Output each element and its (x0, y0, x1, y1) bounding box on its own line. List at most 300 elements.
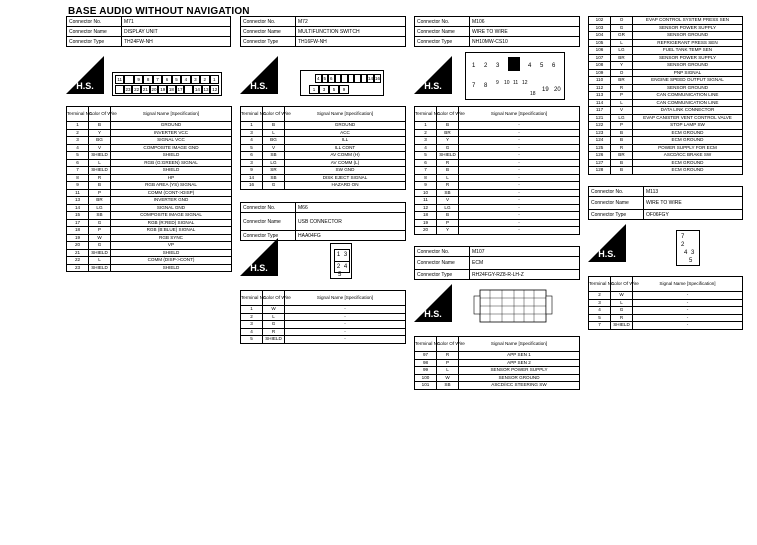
table-row (589, 54, 743, 62)
cell-terminal: 5 (241, 336, 263, 344)
cell-signal: ASCD/ICC BRAKE SW (633, 152, 743, 160)
m107-connector-face (470, 288, 552, 328)
cell-signal: DISK EJECT SIGNAL (285, 174, 406, 182)
cell-terminal: 17 (67, 219, 89, 227)
pin-label: 13 (203, 87, 209, 92)
cell-color: SR (263, 167, 285, 175)
cell-terminal: 127 (589, 159, 611, 167)
cell-color: L (611, 299, 633, 307)
table-row (67, 189, 232, 197)
col-header: Color Of Wire (437, 107, 459, 122)
pin-label: 20 (151, 87, 157, 92)
col-header: Terminal No. (589, 277, 611, 292)
cell-signal: - (459, 137, 580, 145)
cell-color: Y (437, 227, 459, 235)
page-title: BASE AUDIO WITHOUT NAVIGATION (68, 6, 250, 17)
pin-label: 22 (134, 87, 140, 92)
table-row (589, 77, 743, 85)
cell-color: R (611, 144, 633, 152)
cell-signal: COMM (DISP->CONT) (111, 257, 232, 265)
table-row (241, 137, 406, 145)
cell-terminal: 14 (67, 204, 89, 212)
table-row (415, 137, 580, 145)
cell-signal: AV COMM (L) (285, 159, 406, 167)
cell-color: LG (263, 159, 285, 167)
table-row (589, 24, 743, 32)
cell-color: LG (89, 204, 111, 212)
table-row (415, 167, 580, 175)
table-row (67, 264, 232, 272)
cell-terminal: 2 (415, 129, 437, 137)
col-header: Terminal No. (67, 107, 89, 122)
cell-color: R (437, 182, 459, 190)
table-row (589, 159, 743, 167)
cell-signal: - (633, 299, 743, 307)
m71-connector-face (112, 72, 222, 96)
pin-label: 6 (162, 75, 171, 84)
cell-color: B (611, 167, 633, 175)
cell-color: SB (263, 152, 285, 160)
label: Connector Name (241, 27, 296, 37)
table-row (241, 152, 406, 160)
m72-connector-face (300, 70, 384, 96)
cell-color: SB (89, 212, 111, 220)
label: Connector Type (241, 231, 296, 241)
cell-color: SHIELD (611, 322, 633, 330)
m66-pin-table (240, 290, 406, 344)
table-row (415, 129, 580, 137)
cell-signal: - (459, 144, 580, 152)
cell-color: L (263, 129, 285, 137)
cell-color: BR (611, 152, 633, 160)
table-row (67, 242, 232, 250)
cell-terminal: 5 (67, 152, 89, 160)
hs-icon (414, 56, 452, 94)
cell-signal: ECM GROUND (633, 129, 743, 137)
pin-label: 11 (513, 80, 519, 86)
cell-signal: AV COMM (H) (285, 152, 406, 160)
cell-signal: ENGINE SPEED OUTPUT SIGNAL (633, 77, 743, 85)
cell-signal: - (459, 204, 580, 212)
pin-label: 10 (504, 80, 510, 86)
label: Connector Name (67, 27, 122, 37)
table-row (589, 137, 743, 145)
cell-terminal: 109 (589, 69, 611, 77)
cell-terminal: 16 (241, 182, 263, 190)
pin-label: 3 (496, 63, 500, 69)
cell-terminal: 2 (589, 292, 611, 300)
table-row (589, 144, 743, 152)
cell-terminal: 2 (241, 313, 263, 321)
cell-signal: - (633, 322, 743, 330)
cell-color: G (437, 144, 459, 152)
cell-color: L (437, 174, 459, 182)
pin-label: 3 (343, 252, 348, 258)
m107-connector-name: ECM (470, 257, 580, 270)
table-row (415, 367, 580, 375)
cell-signal: COMPOSITE IMAGE SIGNAL (111, 212, 232, 220)
pin-label: 20 (554, 87, 561, 93)
table-row (67, 144, 232, 152)
cell-signal: SENSOR GROUND (633, 62, 743, 70)
cell-terminal: 114 (589, 99, 611, 107)
cell-terminal: 4 (589, 307, 611, 315)
pin-label: 8 (143, 75, 152, 84)
cell-terminal: 1 (67, 122, 89, 130)
cell-terminal: 12 (415, 204, 437, 212)
cell-terminal: 19 (67, 234, 89, 242)
pin-label: 5 (329, 85, 339, 94)
m106-connector-no: M106 (470, 17, 580, 27)
table-row (589, 17, 743, 25)
cell-color: SHIELD (89, 264, 111, 272)
m72-pin-table (240, 106, 406, 190)
cell-color: SHIELD (89, 249, 111, 257)
cell-color: V (437, 197, 459, 205)
cell-terminal: 4 (415, 144, 437, 152)
table-row (589, 299, 743, 307)
cell-signal: - (285, 306, 406, 314)
col-header: Color Of Wire (611, 277, 633, 292)
cell-color: BG (263, 137, 285, 145)
m71-connector-no: M71 (122, 17, 231, 27)
label: Connector Name (589, 197, 644, 210)
cell-terminal: 7 (415, 167, 437, 175)
cell-signal: CAN COMMUNICATION LINE (633, 99, 743, 107)
cell-terminal: 7 (67, 167, 89, 175)
svg-text:H.S.: H.S. (250, 263, 268, 273)
cell-terminal: 1 (241, 306, 263, 314)
label: Connector No. (241, 203, 296, 213)
cell-signal: SHIELD (111, 152, 232, 160)
col-header: Signal Name [Specification] (633, 277, 743, 292)
cell-terminal: 9 (241, 167, 263, 175)
cell-color: Y (89, 129, 111, 137)
cell-signal: - (459, 159, 580, 167)
m113-connector-no: M113 (644, 187, 743, 197)
cell-signal: ECM GROUND (633, 159, 743, 167)
m72-info-table (240, 16, 406, 47)
m72-connector-name: MULTIFUNCTION SWITCH (296, 27, 406, 37)
table-row (67, 212, 232, 220)
cell-terminal: 1 (415, 122, 437, 130)
col-header: Signal Name [Specification] (111, 107, 232, 122)
cell-color: L (263, 313, 285, 321)
cell-signal: STOP LAMP SW (633, 122, 743, 130)
cell-terminal: 3 (589, 299, 611, 307)
pin-label: 7 (472, 83, 476, 89)
table-row (589, 292, 743, 300)
pin-label: 16 (375, 76, 381, 81)
m106-info-table (414, 16, 580, 47)
m106-connector-name: WIRE TO WIRE (470, 27, 580, 37)
cell-color: GR (611, 32, 633, 40)
cell-color: W (263, 306, 285, 314)
table-row (415, 182, 580, 190)
cell-signal: INVERTER GND (111, 197, 232, 205)
table-row (589, 152, 743, 160)
cell-signal: - (285, 336, 406, 344)
cell-signal: APP SEN 1 (459, 352, 580, 360)
table-row (415, 352, 580, 360)
cell-color: B (437, 122, 459, 130)
pin-label: 1 (210, 75, 219, 84)
hs-icon (240, 56, 278, 94)
table-row (241, 174, 406, 182)
pin-label: 5 (323, 76, 326, 81)
m66-connector-no: M66 (296, 203, 406, 213)
key-block (508, 57, 520, 71)
cell-color: SB (437, 189, 459, 197)
cell-color: G (89, 219, 111, 227)
cell-terminal: 14 (241, 174, 263, 182)
cell-color: B (437, 212, 459, 220)
cell-terminal: 8 (67, 174, 89, 182)
m106-connector-face (465, 52, 565, 100)
table-row (241, 306, 406, 314)
cell-signal: - (459, 167, 580, 175)
cell-signal: INVERTER VCC (111, 129, 232, 137)
cell-terminal: 110 (589, 77, 611, 85)
cell-terminal: 20 (415, 227, 437, 235)
pin-label: 1 (472, 63, 476, 69)
pin-label: 4 (343, 264, 348, 270)
table-row (415, 227, 580, 235)
svg-text:H.S.: H.S. (250, 81, 268, 91)
cell-terminal: 18 (67, 227, 89, 235)
cell-signal: - (459, 129, 580, 137)
cell-signal: RGB (R:RED) SIGNAL (111, 219, 232, 227)
table-row (67, 122, 232, 130)
table-row (241, 182, 406, 190)
cell-signal: REFRIGERANT PRESS SEN (633, 39, 743, 47)
label: Connector No. (67, 17, 122, 27)
cell-signal: - (459, 182, 580, 190)
table-row (589, 92, 743, 100)
cell-terminal: 5 (589, 314, 611, 322)
cell-signal: HAZARD ON (285, 182, 406, 190)
pin-label: 2 (484, 63, 488, 69)
table-row (589, 322, 743, 330)
cell-color: W (437, 374, 459, 382)
cell-terminal: 121 (589, 114, 611, 122)
cell-terminal: 117 (589, 107, 611, 115)
label: Connector Type (589, 210, 644, 220)
cell-signal: VP (111, 242, 232, 250)
cell-signal: RGB (B:BLUE) SIGNAL (111, 227, 232, 235)
cell-terminal: 9 (67, 182, 89, 190)
label: Connector Type (415, 37, 470, 47)
cell-terminal: 4 (241, 137, 263, 145)
cell-terminal: 122 (589, 122, 611, 130)
m107-connector-type: RH24FGY-RZ8-R-LH-Z (470, 270, 580, 280)
cell-color: P (611, 122, 633, 130)
cell-color: O (611, 17, 633, 25)
cell-color: SB (437, 382, 459, 390)
cell-color: R (437, 352, 459, 360)
pin-label: 18 (168, 87, 174, 92)
cell-terminal: 1 (241, 122, 263, 130)
cell-signal: ILL CONT (285, 144, 406, 152)
pin-label: 9 (134, 75, 143, 84)
table-row (589, 129, 743, 137)
cell-terminal: 112 (589, 84, 611, 92)
table-row (415, 219, 580, 227)
pin-label: 2 (681, 242, 685, 248)
cell-color: SB (263, 174, 285, 182)
col-header: Terminal No. (415, 337, 437, 352)
table-row (67, 257, 232, 265)
cell-color: P (437, 219, 459, 227)
table-row (67, 159, 232, 167)
table-row (241, 167, 406, 175)
pin-label: 6 (552, 63, 556, 69)
label: Connector No. (415, 17, 470, 27)
table-row (589, 47, 743, 55)
cell-signal: ASCD/ICC STEERING SW (459, 382, 580, 390)
cell-signal: - (633, 314, 743, 322)
cell-signal: - (633, 292, 743, 300)
cell-signal: - (285, 328, 406, 336)
cell-signal: RGB SYNC (111, 234, 232, 242)
cell-signal: - (459, 174, 580, 182)
label: Connector Name (415, 27, 470, 37)
cell-color: G (263, 182, 285, 190)
cell-terminal: 15 (67, 212, 89, 220)
cell-signal: RGB (G:GREEN) SIGNAL (111, 159, 232, 167)
cell-terminal: 13 (67, 197, 89, 205)
cell-signal: ECM GROUND (633, 167, 743, 175)
table-row (67, 167, 232, 175)
m113-info-table (588, 186, 743, 220)
cell-terminal: 11 (415, 197, 437, 205)
m71-info-table (66, 16, 231, 47)
table-row (241, 144, 406, 152)
pin-label: 9 (339, 85, 349, 94)
cell-terminal: 98 (415, 359, 437, 367)
cell-terminal: 18 (415, 212, 437, 220)
table-row (67, 234, 232, 242)
cell-terminal: 100 (415, 374, 437, 382)
table-row (67, 129, 232, 137)
cell-color: G (263, 321, 285, 329)
cell-terminal: 23 (67, 264, 89, 272)
cell-color: R (611, 84, 633, 92)
cell-signal: - (459, 212, 580, 220)
cell-color: LG (437, 204, 459, 212)
cell-color: P (611, 92, 633, 100)
cell-signal: SENSOR GROUND (633, 32, 743, 40)
table-row (589, 32, 743, 40)
m71-connector-name: DISPLAY UNIT (122, 27, 231, 37)
col-header: Signal Name [Specification] (459, 337, 580, 352)
cell-color: B (611, 137, 633, 145)
cell-terminal: 3 (67, 137, 89, 145)
table-row (241, 159, 406, 167)
pin-label: 19 (542, 87, 549, 93)
table-row (67, 174, 232, 182)
label: Connector No. (415, 247, 470, 257)
m72-connector-type: TH16FW-NH (296, 37, 406, 47)
pin-label: 18 (530, 91, 536, 97)
table-row (415, 359, 580, 367)
cell-color: R (611, 314, 633, 322)
cell-color: BR (437, 129, 459, 137)
cell-terminal: 101 (415, 382, 437, 390)
table-row (67, 182, 232, 190)
col-header: Signal Name [Specification] (285, 291, 406, 306)
pin-label: 3 (691, 250, 695, 256)
col-header: Color Of Wire (263, 291, 285, 306)
cell-color: BR (89, 197, 111, 205)
cell-terminal: 3 (241, 129, 263, 137)
label: Connector No. (241, 17, 296, 27)
cell-terminal: 113 (589, 92, 611, 100)
table-row (67, 227, 232, 235)
cell-color: W (611, 292, 633, 300)
cell-signal: GROUND (285, 122, 406, 130)
cell-signal: - (633, 307, 743, 315)
pin-label (115, 85, 124, 94)
cell-color: B (611, 159, 633, 167)
cell-signal: EVAP CANISTER VENT CONTROL VALVE (633, 114, 743, 122)
table-row (67, 219, 232, 227)
cell-color: P (89, 227, 111, 235)
cell-color: R (263, 328, 285, 336)
pin-label: 19 (160, 87, 166, 92)
m72-connector-no: M72 (296, 17, 406, 27)
cell-signal: CAN COMMUNICATION LINE (633, 92, 743, 100)
cell-signal: - (459, 219, 580, 227)
table-row (415, 159, 580, 167)
label: Connector Name (241, 213, 296, 231)
cell-color: W (89, 234, 111, 242)
cell-signal: - (285, 321, 406, 329)
table-row (67, 249, 232, 257)
pin-label: 4 (316, 76, 320, 81)
pin-label: 11 (115, 75, 124, 84)
cell-color: V (611, 107, 633, 115)
table-row (67, 152, 232, 160)
cell-color: SHIELD (89, 152, 111, 160)
pin-label: 4 (528, 63, 532, 69)
cell-signal: SHIELD (111, 264, 232, 272)
cell-terminal: 103 (589, 24, 611, 32)
table-row (241, 313, 406, 321)
pin-label: 14 (368, 76, 374, 81)
cell-signal: COMPOSITE IMAGE GND (111, 144, 232, 152)
cell-terminal: 5 (415, 152, 437, 160)
table-row (67, 137, 232, 145)
cell-signal: - (459, 197, 580, 205)
cell-terminal: 126 (589, 152, 611, 160)
cell-terminal: 5 (241, 144, 263, 152)
col-header: Color Of Wire (437, 337, 459, 352)
m66-connector-name: USB CONNECTOR (296, 213, 406, 231)
cell-terminal: 9 (415, 182, 437, 190)
cell-terminal: 104 (589, 32, 611, 40)
cell-terminal: 3 (241, 159, 263, 167)
m113-connector-face (676, 230, 700, 266)
col-header: Signal Name [Specification] (285, 107, 406, 122)
cell-color: LG (611, 47, 633, 55)
cell-terminal: 108 (589, 62, 611, 70)
cell-signal: - (285, 313, 406, 321)
cell-color: G (89, 242, 111, 250)
cell-color: B (611, 129, 633, 137)
table-row (589, 167, 743, 175)
pin-label: 21 (142, 87, 148, 92)
